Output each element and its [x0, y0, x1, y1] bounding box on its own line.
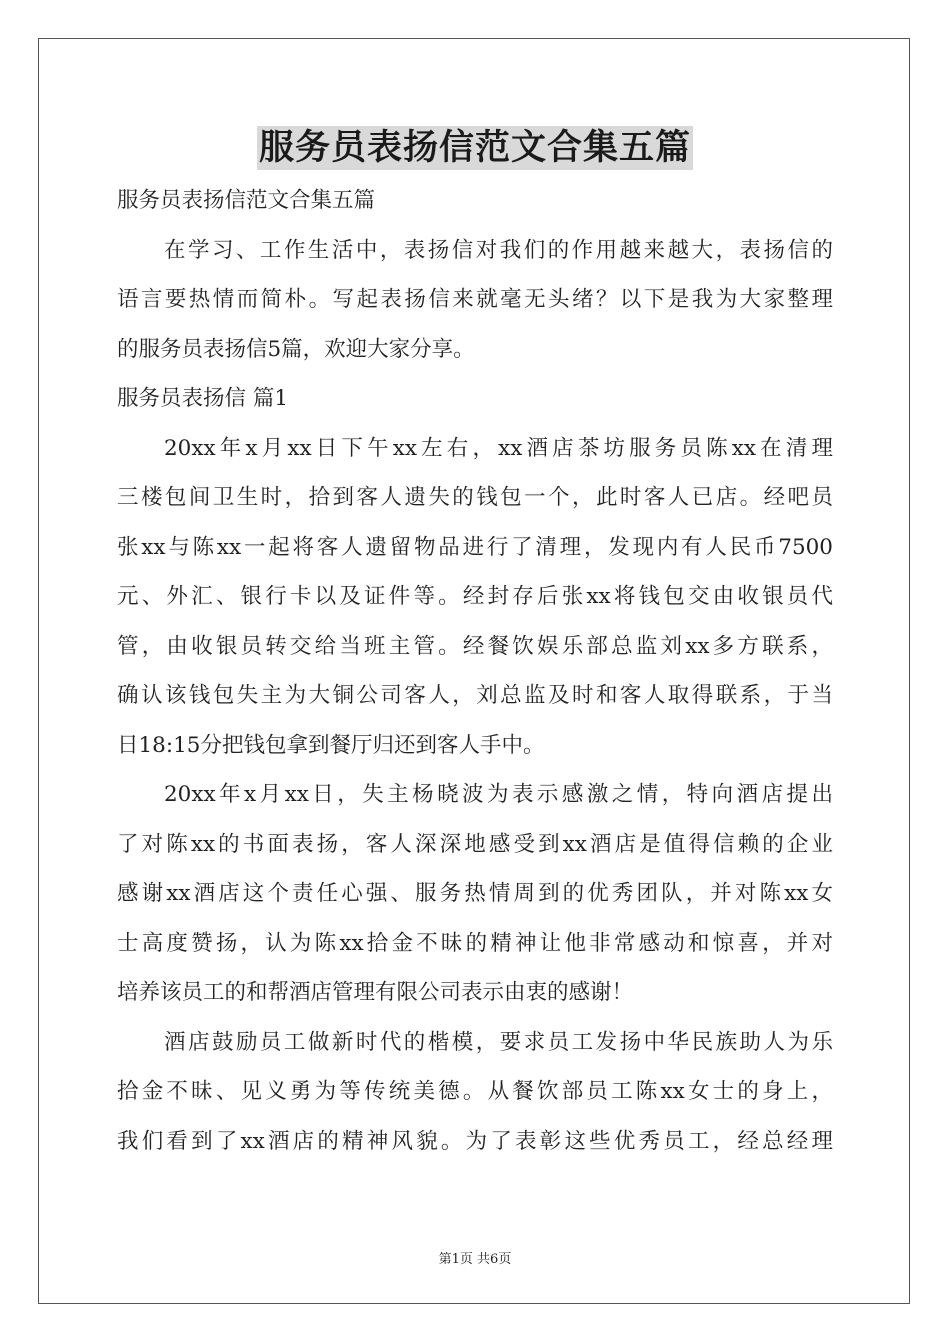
body-line: 感谢xx酒店这个责任心强、服务热情周到的优秀团队，并对陈xx女: [117, 881, 833, 906]
body-line: 语言要热情而简朴。写起表扬信来就毫无头绪？以下是我为大家整理: [117, 287, 833, 312]
body-line: 日18:15分把钱包拿到餐厅归还到客人手中。: [117, 732, 545, 758]
body-line: 三楼包间卫生时，拾到客人遗失的钱包一个，此时客人已店。经吧员: [117, 485, 833, 510]
body-line: 20xx年x月xx日，失主杨晓波为表示感激之情，特向酒店提出: [164, 782, 833, 807]
body-line: 培养该员工的和帮酒店管理有限公司表示由衷的感谢！: [117, 980, 634, 1005]
body-line: 管，由收银员转交给当班主管。经餐饮娱乐部总监刘xx多方联系，: [117, 633, 833, 659]
body-line: 20xx年x月xx日下午xx左右，xx酒店茶坊服务员陈xx在清理: [164, 435, 833, 461]
document-body: [117, 176, 833, 1166]
document-title: 服务员表扬信范文合集五篇: [258, 127, 691, 168]
body-line: 士高度赞扬，认为陈xx拾金不昧的精神让他非常感动和惊喜，并对: [117, 930, 833, 956]
body-line: 确认该钱包失主为大铜公司客人，刘总监及时和客人取得联系，于当: [117, 683, 833, 708]
title-area: [0, 126, 950, 170]
body-line: 服务员表扬信范文合集五篇: [117, 188, 376, 213]
body-line: 了对陈xx的书面表扬，客人深深地感受到xx酒店是值得信赖的企业: [117, 831, 833, 857]
body-line: 酒店鼓励员工做新时代的楷模，要求员工发扬中华民族助人为乐: [164, 1029, 833, 1055]
page-footer: 第1页 共6页: [438, 1252, 512, 1267]
body-line: 拾金不昧、见义勇为等传统美德。从餐饮部员工陈xx女士的身上，: [117, 1079, 833, 1104]
body-line: 我们看到了xx酒店的精神风貌。为了表彰这些优秀员工，经总经理: [117, 1128, 833, 1154]
body-line: 元、外汇、银行卡以及证件等。经封存后张xx将钱包交由收银员代: [117, 584, 833, 609]
body-line: 服务员表扬信 篇1: [117, 386, 289, 411]
body-line: 张xx与陈xx一起将客人遗留物品进行了清理，发现内有人民币7500: [117, 534, 833, 560]
body-line: 的服务员表扬信5篇，欢迎大家分享。: [117, 336, 475, 362]
body-line: 在学习、工作生活中，表扬信对我们的作用越来越大，表扬信的: [164, 237, 833, 263]
